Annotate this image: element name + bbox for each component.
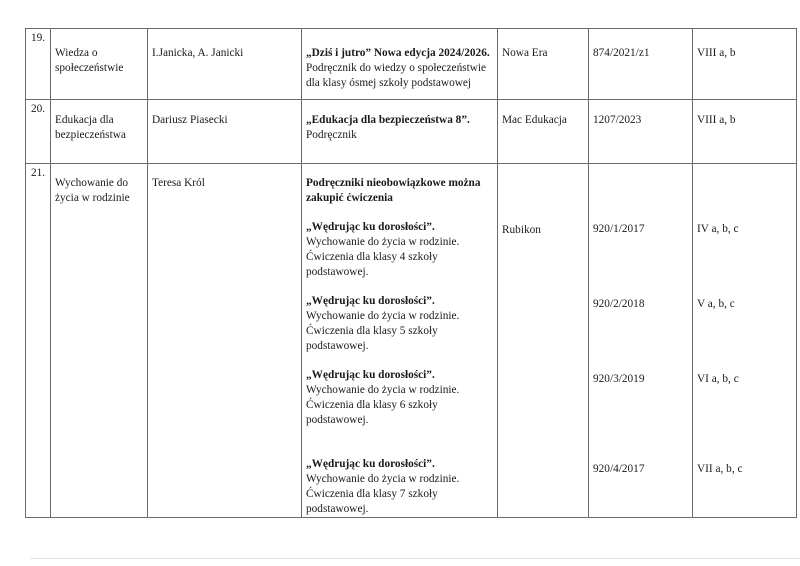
- approval-number-cell: 920/2/2018: [593, 298, 645, 310]
- classes-cell: VIII a, b: [697, 114, 736, 126]
- publisher-cell: Mac Edukacja: [502, 114, 567, 126]
- list-item: [306, 294, 493, 354]
- title-description: Wychowanie do życia w rodzinie. Ćwiczenia dla klasy 6 szkoły podstawowej.: [306, 384, 460, 426]
- title-bold: „Wędrując ku dorosłości”.: [306, 295, 435, 307]
- classes-cell: VIII a, b: [697, 47, 736, 59]
- list-item: [306, 457, 493, 517]
- table-row: [26, 164, 797, 518]
- table-row: [26, 29, 797, 100]
- list-item: [306, 368, 493, 428]
- classes-cell: VI a, b, c: [697, 373, 739, 385]
- title-cell: [302, 100, 497, 143]
- title-description: Podręcznik do wiedzy o społeczeństwie dla klasy ósmej szkoły podstawowej: [306, 62, 487, 89]
- title-cell: [302, 164, 497, 517]
- title-bold: „Edukacja dla bezpieczeństwa 8”.: [306, 114, 470, 126]
- row-number: 21.: [31, 167, 46, 179]
- approval-number-cell: 920/3/2019: [593, 373, 645, 385]
- publisher-cell: Nowa Era: [502, 47, 548, 59]
- approval-number-cell: 920/1/2017: [593, 223, 645, 235]
- publisher-cell: Rubikon: [502, 224, 541, 236]
- title-description: Wychowanie do życia w rodzinie. Ćwiczenia dla klasy 5 szkoły podstawowej.: [306, 310, 460, 352]
- row-number: 19.: [31, 32, 46, 44]
- approval-number-cell: 1207/2023: [593, 114, 642, 126]
- title-bold: „Wędrując ku dorosłości”.: [306, 458, 435, 470]
- list-item: [306, 220, 493, 280]
- subject-cell: Wychowanie do życia w rodzinie: [55, 177, 130, 204]
- title-bold: „Wędrując ku dorosłości”.: [306, 369, 435, 381]
- optional-note: Podręczniki nieobowiązkowe można zakupić ćwiczenia: [306, 177, 481, 204]
- title-description: Wychowanie do życia w rodzinie. Ćwiczenia dla klasy 7 szkoły podstawowej.: [306, 473, 460, 515]
- classes-cell: V a, b, c: [697, 298, 735, 310]
- title-bold: „Dziś i jutro” Nowa edycja 2024/2026.: [306, 47, 490, 59]
- textbook-table: [25, 28, 797, 518]
- title-bold: „Wędrując ku dorosłości”.: [306, 221, 435, 233]
- table-row: [26, 100, 797, 164]
- author-cell: Dariusz Piasecki: [152, 114, 228, 126]
- subject-cell: Wiedza o społeczeństwie: [55, 47, 124, 74]
- classes-cell: IV a, b, c: [697, 223, 739, 235]
- title-description: Wychowanie do życia w rodzinie. Ćwiczenia dla klasy 4 szkoły podstawowej.: [306, 236, 460, 278]
- author-cell: I.Janicka, A. Janicki: [152, 47, 244, 59]
- title-description: Podręcznik: [306, 129, 357, 141]
- subject-cell: Edukacja dla bezpieczeństwa: [55, 114, 126, 141]
- row-number: 20.: [31, 103, 46, 115]
- title-cell: [302, 29, 497, 91]
- approval-number-cell: 874/2021/z1: [593, 47, 650, 59]
- author-cell: Teresa Król: [152, 177, 205, 189]
- classes-cell: VII a, b, c: [697, 463, 743, 475]
- page-bottom-divider: [30, 558, 800, 559]
- approval-number-cell: 920/4/2017: [593, 463, 645, 475]
